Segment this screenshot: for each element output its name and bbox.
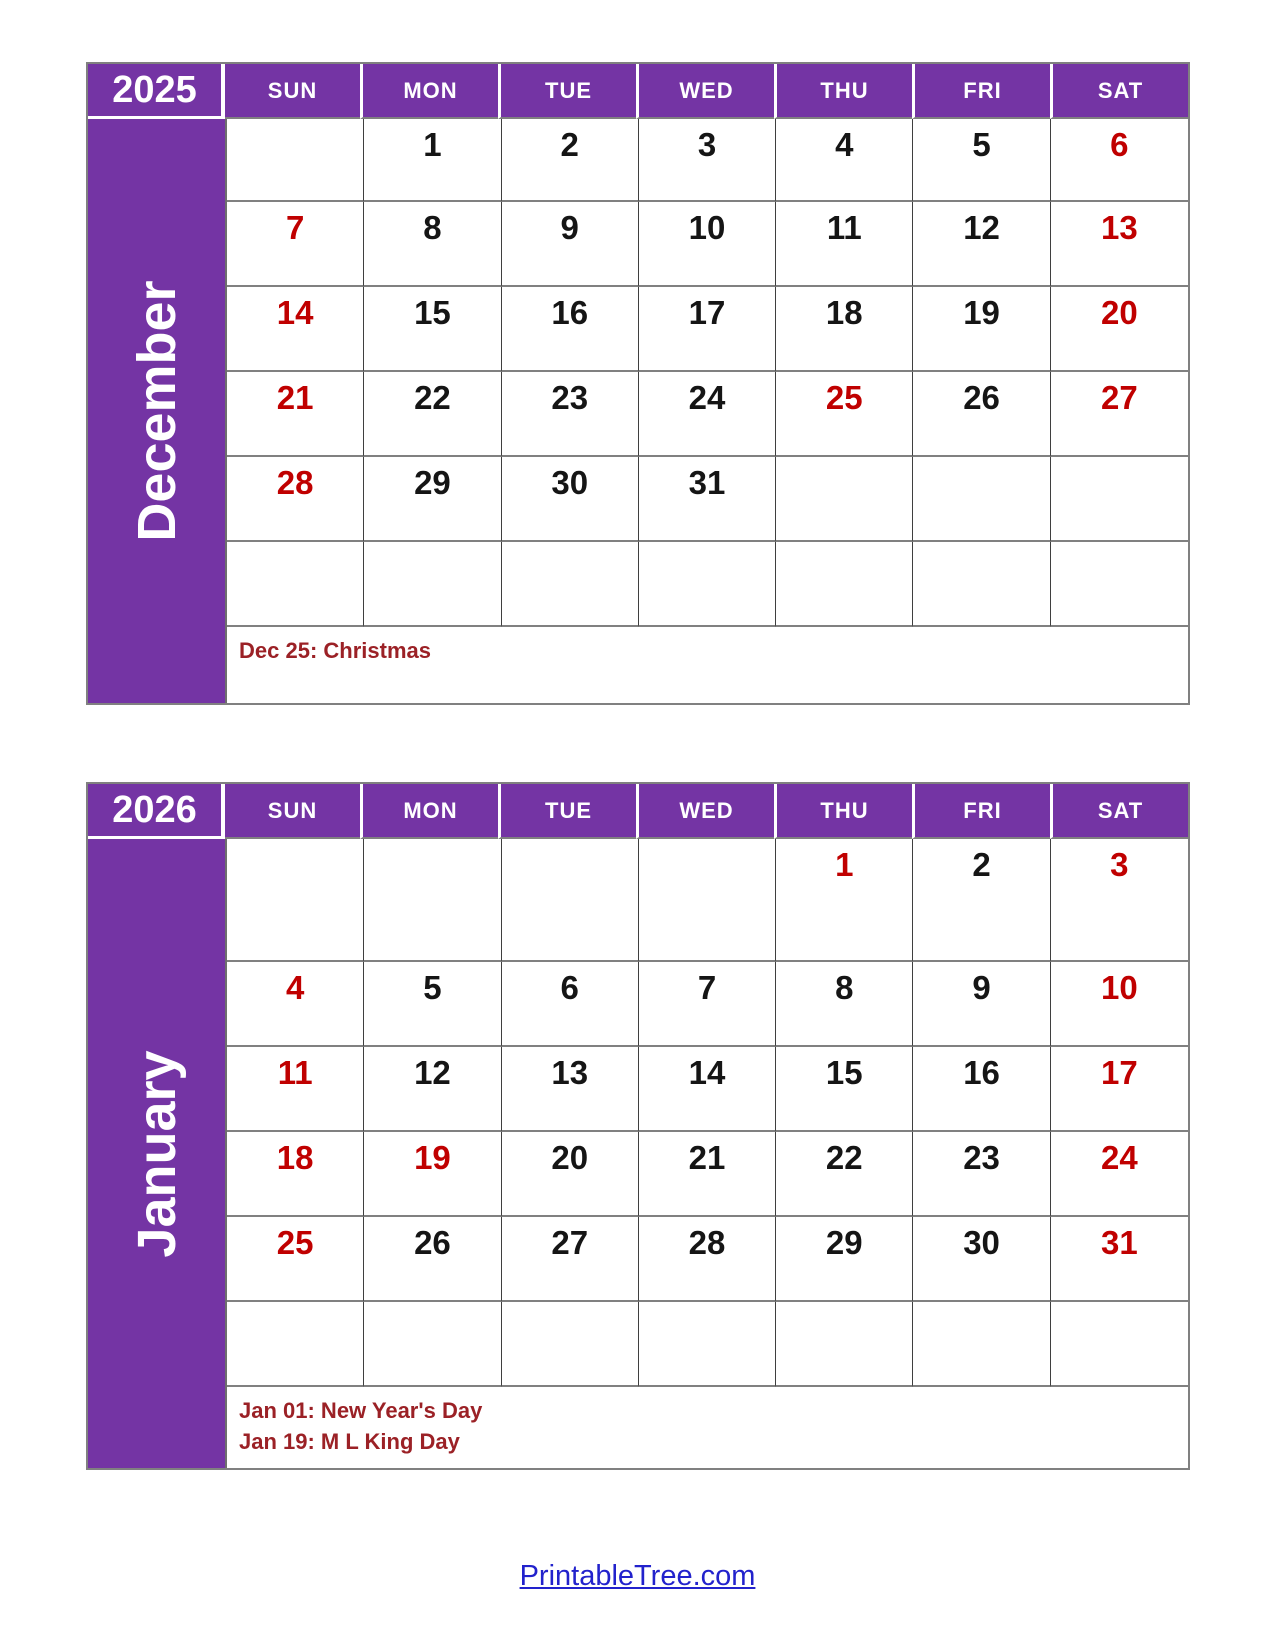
day-number: 26: [414, 1224, 451, 1261]
day-header-fri: FRI: [912, 64, 1050, 119]
day-header-sun: SUN: [225, 64, 360, 119]
day-number: 2: [560, 126, 579, 163]
day-cell: [639, 119, 776, 202]
holiday-note: Jan 19: M L King Day: [239, 1428, 460, 1454]
holiday-note: Jan 01: New Year's Day: [239, 1398, 483, 1423]
day-cell: [913, 119, 1050, 202]
month-name: January: [126, 1049, 187, 1258]
day-cell: [364, 1047, 501, 1132]
day-number: 16: [551, 294, 589, 331]
day-cell: [502, 119, 639, 202]
day-cell: [364, 542, 501, 627]
day-number: 30: [551, 464, 589, 501]
day-cell: [502, 839, 639, 962]
day-header-thu: THU: [774, 64, 912, 119]
day-number: 13: [551, 1054, 589, 1091]
day-cell: [227, 287, 364, 372]
day-cell: [913, 1132, 1050, 1217]
day-number: 1: [835, 846, 854, 883]
day-number: 9: [560, 209, 579, 246]
holiday-note-area: [227, 1387, 1188, 1468]
day-cell: [913, 839, 1050, 962]
day-cell: [913, 542, 1050, 627]
day-header-wed: WED: [636, 64, 774, 119]
day-number: 22: [825, 1139, 863, 1176]
day-header-tue: TUE: [498, 64, 636, 119]
day-header-fri: FRI: [912, 784, 1050, 839]
month-name: December: [126, 280, 187, 542]
day-number: 18: [825, 294, 863, 331]
day-cell: [364, 457, 501, 542]
calendar-grid-area: [225, 119, 1188, 703]
day-cell: [502, 457, 639, 542]
day-cell: [227, 1047, 364, 1132]
day-cell: [639, 202, 776, 287]
day-number: 24: [1100, 1139, 1138, 1176]
day-cell: [913, 457, 1050, 542]
day-number: 24: [688, 379, 726, 416]
day-number: 15: [414, 294, 451, 331]
calendar-header: [88, 784, 1188, 839]
day-cell: [227, 457, 364, 542]
day-number: 25: [825, 379, 863, 416]
day-number: 26: [963, 379, 1000, 416]
day-number: 29: [414, 464, 451, 501]
year-label: 2025: [88, 64, 225, 119]
day-number: 17: [1100, 1054, 1138, 1091]
day-number: 15: [825, 1054, 863, 1091]
day-cell: [502, 542, 639, 627]
day-number: 20: [1100, 294, 1138, 331]
day-cell: [1051, 1047, 1188, 1132]
day-cell: [364, 839, 501, 962]
day-cell: [364, 1217, 501, 1302]
day-number: 9: [972, 969, 991, 1006]
day-number: 1: [423, 126, 442, 163]
day-cell: [1051, 839, 1188, 962]
day-header-thu: THU: [774, 784, 912, 839]
day-cell: [639, 287, 776, 372]
day-number: 7: [697, 969, 717, 1006]
day-cell: [364, 202, 501, 287]
day-header-sun: SUN: [225, 784, 360, 839]
day-cell: [776, 1302, 913, 1387]
day-number: 10: [1100, 969, 1138, 1006]
month-sidebar: [88, 839, 225, 1468]
day-cell: [1051, 1302, 1188, 1387]
day-cell: [639, 839, 776, 962]
day-number: 29: [825, 1224, 863, 1261]
day-number: 31: [1100, 1224, 1138, 1261]
day-number: 16: [963, 1054, 1000, 1091]
day-cell: [776, 287, 913, 372]
day-cell: [639, 1302, 776, 1387]
day-cell: [1051, 542, 1188, 627]
day-cell: [502, 1217, 639, 1302]
day-number: 14: [276, 294, 314, 331]
calendar-december-2025: [86, 62, 1190, 705]
day-cell: [1051, 119, 1188, 202]
month-sidebar: [88, 119, 225, 703]
day-header-sat: SAT: [1050, 784, 1188, 839]
day-number: 8: [835, 969, 854, 1006]
day-cell: [227, 202, 364, 287]
year-label: 2026: [88, 784, 225, 839]
day-number: 5: [972, 126, 991, 163]
day-number: 11: [826, 209, 862, 246]
day-cell: [776, 1217, 913, 1302]
day-cell: [913, 372, 1050, 457]
day-number: 23: [963, 1139, 1000, 1176]
day-cell: [913, 1302, 1050, 1387]
day-header-mon: MON: [360, 784, 498, 839]
day-cell: [913, 1047, 1050, 1132]
day-number: 25: [276, 1224, 314, 1261]
day-cell: [1051, 287, 1188, 372]
day-header-sat: SAT: [1050, 64, 1188, 119]
date-grid: [227, 839, 1188, 1387]
day-cell: [227, 119, 364, 202]
day-number: 30: [963, 1224, 1000, 1261]
day-cell: [227, 1302, 364, 1387]
day-number: 10: [688, 209, 726, 246]
day-number: 21: [276, 379, 314, 416]
date-grid: [227, 119, 1188, 627]
day-cell: [227, 839, 364, 962]
day-cell: [639, 962, 776, 1047]
day-cell: [639, 457, 776, 542]
day-number: 12: [414, 1054, 451, 1091]
day-number: 11: [277, 1054, 313, 1091]
day-cell: [913, 287, 1050, 372]
day-cell: [502, 1132, 639, 1217]
day-number: 19: [414, 1139, 451, 1176]
day-cell: [364, 1302, 501, 1387]
day-cell: [913, 202, 1050, 287]
day-cell: [502, 1302, 639, 1387]
day-number: 28: [688, 1224, 726, 1261]
day-number: 8: [423, 209, 442, 246]
day-number: 27: [1100, 379, 1138, 416]
day-number: 7: [285, 209, 305, 246]
day-number: 3: [697, 126, 717, 163]
day-number: 17: [688, 294, 726, 331]
day-cell: [776, 119, 913, 202]
day-number: 14: [688, 1054, 726, 1091]
day-number: 6: [1110, 126, 1129, 163]
day-cell: [364, 1132, 501, 1217]
day-cell: [776, 542, 913, 627]
day-number: 4: [285, 969, 305, 1006]
day-cell: [776, 962, 913, 1047]
day-cell: [639, 1217, 776, 1302]
day-cell: [776, 1132, 913, 1217]
day-number: 18: [276, 1139, 314, 1176]
day-header-tue: TUE: [498, 784, 636, 839]
day-cell: [776, 839, 913, 962]
day-number: 22: [414, 379, 451, 416]
day-cell: [1051, 1132, 1188, 1217]
calendar-body: [88, 119, 1188, 703]
day-cell: [1051, 962, 1188, 1047]
day-cell: [364, 287, 501, 372]
day-cell: [776, 1047, 913, 1132]
day-cell: [227, 372, 364, 457]
day-number: 4: [835, 126, 854, 163]
day-cell: [639, 1047, 776, 1132]
day-number: 6: [560, 969, 579, 1006]
calendar-body: [88, 839, 1188, 1468]
day-cell: [1051, 372, 1188, 457]
day-number: 31: [688, 464, 726, 501]
day-cell: [913, 1217, 1050, 1302]
day-cell: [502, 1047, 639, 1132]
day-cell: [776, 457, 913, 542]
day-cell: [639, 372, 776, 457]
holiday-note-area: [227, 627, 1188, 703]
holiday-note: Dec 25: Christmas: [239, 638, 431, 663]
day-number: 23: [551, 379, 589, 416]
day-header-mon: MON: [360, 64, 498, 119]
day-number: 21: [688, 1139, 726, 1176]
day-number: 12: [963, 209, 1000, 246]
day-cell: [227, 962, 364, 1047]
day-cell: [364, 119, 501, 202]
day-number: 28: [276, 464, 314, 501]
day-number: 19: [963, 294, 1000, 331]
day-number: 13: [1100, 209, 1138, 246]
day-cell: [227, 1132, 364, 1217]
day-cell: [776, 372, 913, 457]
day-number: 3: [1110, 846, 1129, 883]
day-cell: [776, 202, 913, 287]
day-cell: [227, 542, 364, 627]
day-cell: [639, 1132, 776, 1217]
day-header-wed: WED: [636, 784, 774, 839]
page-footer: [0, 1560, 1275, 1593]
day-number: 2: [972, 846, 991, 883]
day-cell: [502, 962, 639, 1047]
day-cell: [502, 372, 639, 457]
calendar-january-2026: [86, 782, 1190, 1470]
day-cell: [1051, 202, 1188, 287]
day-cell: [1051, 1217, 1188, 1302]
calendar-header: [88, 64, 1188, 119]
calendar-grid-area: [225, 839, 1188, 1468]
day-number: 20: [551, 1139, 589, 1176]
printabletree-link[interactable]: PrintableTree.com: [519, 1560, 756, 1592]
day-cell: [227, 1217, 364, 1302]
day-number: 27: [551, 1224, 589, 1261]
day-cell: [913, 962, 1050, 1047]
day-cell: [364, 962, 501, 1047]
day-cell: [502, 287, 639, 372]
day-cell: [502, 202, 639, 287]
day-number: 5: [423, 969, 442, 1006]
day-cell: [639, 542, 776, 627]
day-cell: [364, 372, 501, 457]
day-cell: [1051, 457, 1188, 542]
